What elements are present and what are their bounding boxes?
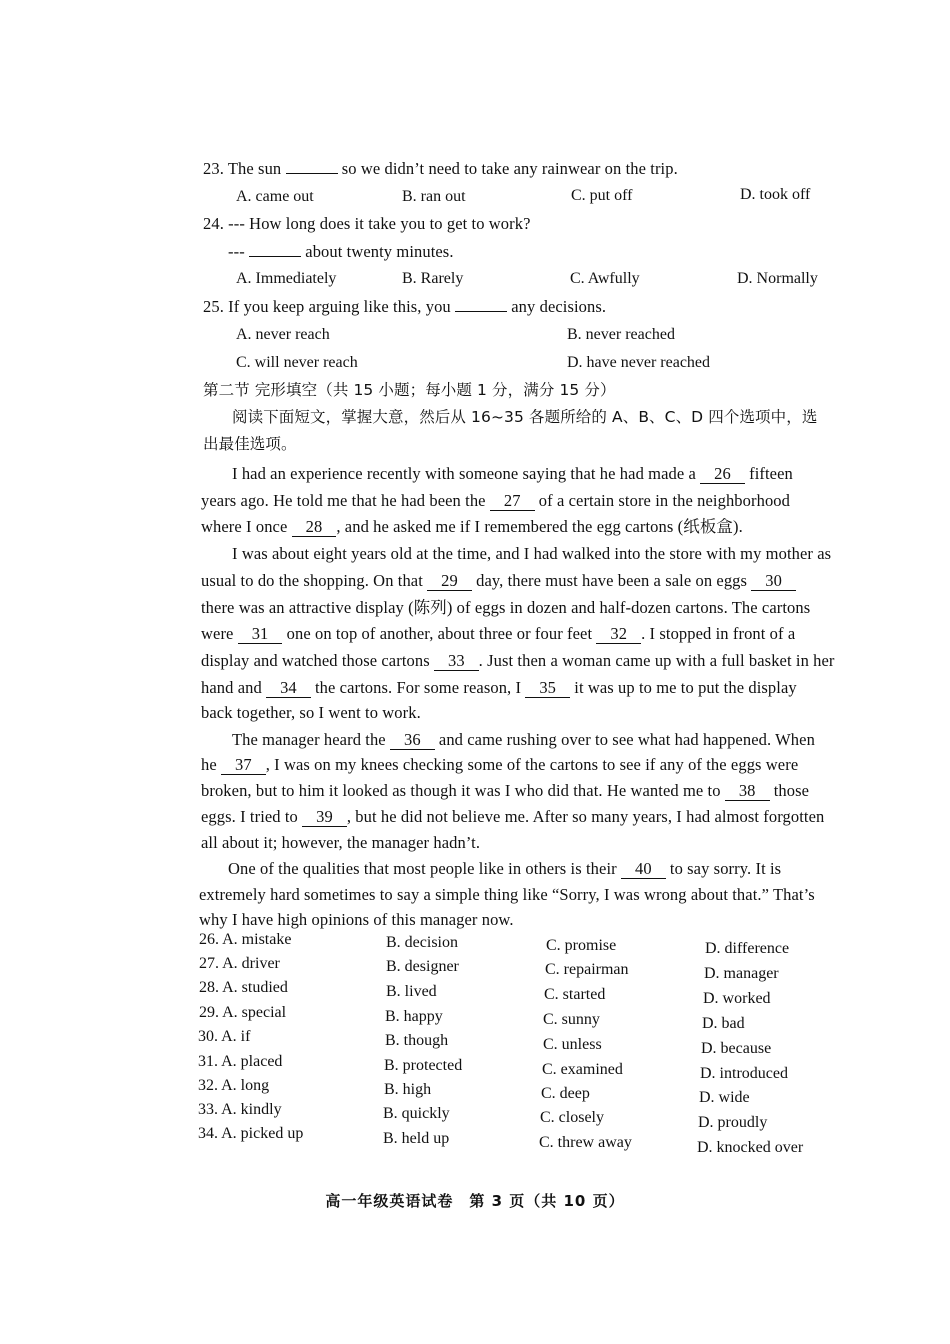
cloze-blank-27: 27	[490, 492, 535, 511]
cloze-option: B. though	[385, 1032, 449, 1049]
passage-line: I was about eight years old at the time, and I had walked into the store with my mother as	[232, 544, 832, 563]
passage-text: display and watched those cartons	[201, 651, 430, 670]
cloze-blank-29: 29	[427, 572, 472, 591]
option: A. came out	[236, 188, 314, 205]
passage-text: usual to do the shopping. On that	[201, 571, 423, 590]
passage-line	[201, 806, 824, 828]
question-stem: If you keep arguing like this, you	[228, 297, 451, 316]
cloze-option: 33. A. kindly	[198, 1101, 282, 1118]
cloze-option: C. deep	[541, 1085, 590, 1102]
question-number: 24.	[203, 214, 224, 233]
passage-line: back together, so I went to work.	[201, 703, 421, 722]
passage-text: were	[201, 624, 234, 643]
cloze-option: D. bad	[702, 1015, 745, 1032]
passage-text: , and he asked me if I remembered the egg cartons (纸板盒).	[336, 517, 743, 536]
passage-line	[201, 490, 790, 512]
option: B. Rarely	[402, 270, 464, 287]
cloze-option: 27. A. driver	[199, 955, 280, 972]
cloze-blank-34: 34	[266, 679, 311, 698]
cloze-option: 32. A. long	[198, 1077, 270, 1094]
passage-line	[201, 516, 743, 538]
option: A. Immediately	[236, 270, 337, 287]
cloze-blank-40: 40	[621, 860, 666, 879]
cloze-option: C. unless	[543, 1036, 602, 1053]
passage-text: . I stopped in front of a	[641, 624, 796, 643]
passage-text: and came rushing over to see what had happened. When	[438, 730, 815, 749]
passage-text: , but he did not believe me. After so many years, I had almost forgotten	[346, 807, 825, 826]
passage-text: day, there must have been a sale on eggs	[476, 571, 748, 590]
cloze-option: B. quickly	[383, 1105, 450, 1122]
question-23	[203, 158, 678, 180]
question-stem: about twenty minutes.	[305, 242, 454, 261]
cloze-option: B. protected	[384, 1057, 463, 1074]
passage-text: . Just then a woman came up with a full basket in her	[478, 651, 835, 670]
cloze-blank-28: 28	[292, 518, 337, 537]
passage-text: those	[773, 781, 810, 800]
passage-text: broken, but to him it looked as though it was I who did that. He wanted me to	[201, 781, 721, 800]
cloze-option: C. closely	[540, 1109, 604, 1126]
passage-line	[232, 729, 815, 751]
question-stem: any decisions.	[511, 297, 607, 316]
cloze-option: D. wide	[699, 1089, 750, 1106]
question-25	[203, 296, 606, 318]
option: C. will never reach	[236, 354, 358, 371]
passage-line: why I have high opinions of this manager now.	[199, 910, 514, 929]
passage-text: eggs. I tried to	[201, 807, 298, 826]
option: C. Awfully	[570, 270, 640, 287]
cloze-option: B. decision	[386, 934, 458, 951]
passage-text: hand and	[201, 678, 262, 697]
passage-text: I had an experience recently with someone saying that he had made a	[232, 464, 696, 483]
cloze-option: 30. A. if	[198, 1028, 251, 1045]
passage-line	[232, 463, 793, 485]
passage-text: where I once	[201, 517, 288, 536]
question-stem: --- How long does it take you to get to work?	[228, 214, 531, 233]
passage-text: the cartons. For some reason, I	[315, 678, 522, 697]
passage-text: it was up to me to put the display	[574, 678, 797, 697]
answer-blank	[249, 242, 301, 257]
cloze-option: C. started	[544, 986, 606, 1003]
passage-text: fifteen	[749, 464, 793, 483]
passage-line	[228, 858, 781, 880]
passage-line	[201, 677, 797, 699]
passage-line: there was an attractive display (陈列) of eggs in dozen and half-dozen cartons. The cartons	[201, 598, 811, 617]
cloze-option: D. manager	[704, 965, 779, 982]
cloze-blank-38: 38	[725, 782, 770, 801]
answer-blank	[455, 297, 507, 312]
cloze-blank-36: 36	[390, 731, 435, 750]
cloze-option: 31. A. placed	[198, 1053, 283, 1070]
cloze-blank-35: 35	[525, 679, 570, 698]
question-24-line2	[228, 241, 454, 263]
option: A. never reach	[236, 326, 330, 343]
cloze-blank-26: 26	[700, 465, 745, 484]
cloze-option: B. lived	[386, 983, 437, 1000]
cloze-option: B. held up	[383, 1130, 450, 1147]
page-footer: 高一年级英语试卷 第 3 页（共 10 页）	[325, 1192, 625, 1210]
cloze-blank-30: 30	[751, 572, 796, 591]
passage-text: he	[201, 755, 217, 774]
option: D. have never reached	[567, 354, 711, 371]
cloze-option: C. examined	[542, 1061, 623, 1078]
passage-line	[201, 650, 835, 672]
passage-text: , I was on my knees checking some of the cartons to see if any of the eggs were	[265, 755, 799, 774]
passage-text: One of the qualities that most people like in others is their	[228, 859, 617, 878]
cloze-blank-33: 33	[434, 652, 479, 671]
option: B. ran out	[402, 188, 466, 205]
passage-line	[201, 623, 795, 645]
question-stem: so we didn’t need to take any rainwear on the trip.	[341, 159, 678, 178]
cloze-blank-31: 31	[238, 625, 283, 644]
section-instruction: 出最佳选项。	[203, 435, 297, 453]
cloze-blank-32: 32	[596, 625, 641, 644]
cloze-option: C. sunny	[543, 1011, 600, 1028]
cloze-option: B. happy	[385, 1008, 443, 1025]
passage-text: to say sorry. It is	[669, 859, 782, 878]
option: B. never reached	[567, 326, 675, 343]
cloze-option: C. promise	[546, 937, 617, 954]
option: D. took off	[740, 186, 811, 203]
section-title: 第二节 完形填空（共 15 小题；每小题 1 分，满分 15 分）	[203, 381, 616, 399]
passage-line	[201, 754, 798, 776]
passage-line: all about it; however, the manager hadn’t.	[201, 833, 481, 852]
cloze-option: D. introduced	[700, 1065, 788, 1082]
cloze-blank-39: 39	[302, 808, 347, 827]
passage-line	[201, 570, 796, 592]
passage-text: The manager heard the	[232, 730, 386, 749]
cloze-option: 26. A. mistake	[199, 931, 292, 948]
option: D. Normally	[737, 270, 818, 287]
cloze-option: 29. A. special	[199, 1004, 287, 1021]
cloze-option: 28. A. studied	[199, 979, 288, 996]
cloze-option: D. worked	[703, 990, 771, 1007]
cloze-option: D. proudly	[698, 1114, 768, 1131]
cloze-option: B. high	[384, 1081, 432, 1098]
option: C. put off	[571, 187, 633, 204]
cloze-option: C. repairman	[545, 961, 629, 978]
question-24	[203, 213, 531, 235]
passage-line	[201, 780, 809, 802]
question-number: 23.	[203, 159, 224, 178]
cloze-option: D. because	[701, 1040, 772, 1057]
dash: ---	[228, 242, 245, 261]
question-number: 25.	[203, 297, 224, 316]
question-stem: The sun	[227, 159, 282, 178]
cloze-option: D. knocked over	[697, 1139, 804, 1156]
cloze-option: C. threw away	[539, 1134, 632, 1151]
cloze-blank-37: 37	[221, 756, 266, 775]
section-instruction: 阅读下面短文，掌握大意，然后从 16~35 各题所给的 A、B、C、D 四个选项中，选	[232, 408, 818, 426]
cloze-option: 34. A. picked up	[198, 1125, 304, 1142]
cloze-option: D. difference	[705, 940, 790, 957]
passage-text: years ago. He told me that he had been the	[201, 491, 486, 510]
passage-line: extremely hard sometimes to say a simple thing like “Sorry, I was wrong about that.” That’s	[199, 885, 815, 904]
answer-blank	[286, 159, 338, 174]
passage-text: of a certain store in the neighborhood	[538, 491, 791, 510]
passage-text: one on top of another, about three or four feet	[286, 624, 593, 643]
cloze-option: B. designer	[386, 958, 459, 975]
